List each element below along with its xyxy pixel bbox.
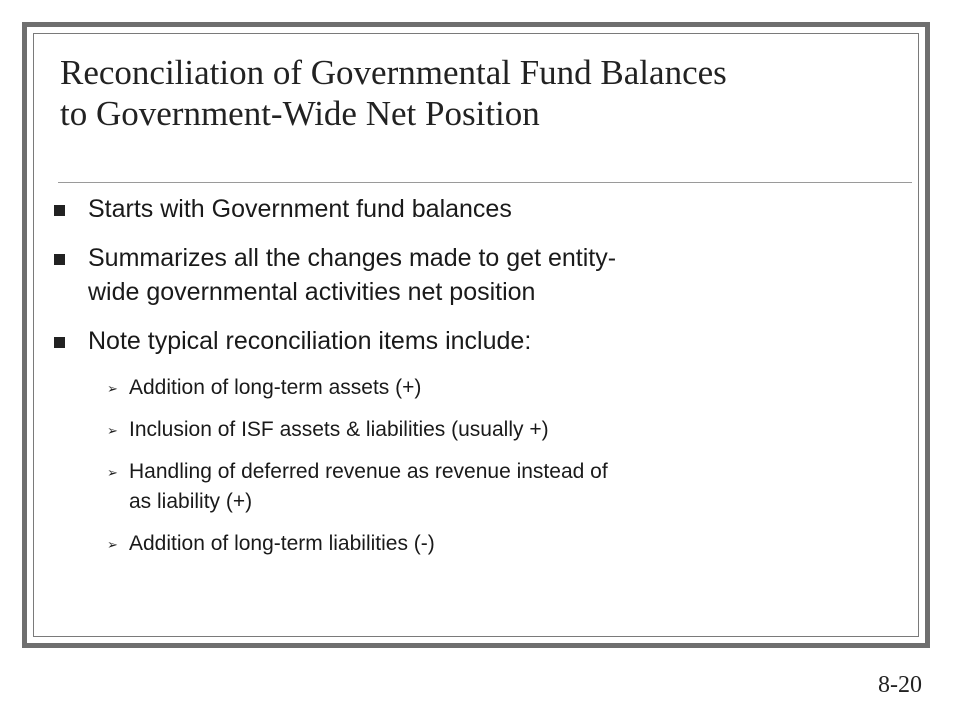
bullet-item [52, 324, 872, 358]
slide-title-line-1: Reconciliation of Governmental Fund Balances [60, 53, 727, 92]
bullet-text-line-1: Summarizes all the changes made to get entity- [88, 244, 617, 272]
page-number: 8-20 [878, 672, 922, 698]
sub-bullet-item [52, 529, 872, 559]
sub-bullet-item [52, 457, 872, 517]
arrowhead-bullet-icon: ➢ [107, 381, 118, 396]
arrowhead-bullet-icon: ➢ [107, 537, 118, 552]
sub-bullet-item [52, 373, 872, 403]
arrowhead-bullet-icon: ➢ [107, 465, 118, 480]
sub-bullet-text-line-2: as liability (+) [129, 490, 253, 513]
square-bullet-icon [54, 337, 65, 348]
square-bullet-icon [54, 254, 65, 265]
square-bullet-icon [54, 205, 65, 216]
bullet-list [52, 192, 872, 571]
slide-title-line-2: to Government-Wide Net Position [60, 94, 540, 133]
bullet-item [52, 192, 872, 226]
sub-bullet-item [52, 415, 872, 445]
title-divider [58, 182, 912, 183]
bullet-item [52, 241, 872, 309]
sub-bullet-text-line-1: Handling of deferred revenue as revenue instead of [129, 460, 608, 483]
sub-bullet-text: Addition of long-term liabilities (-) [129, 532, 435, 555]
bullet-text-line-2: wide governmental activities net position [88, 278, 536, 306]
sub-bullet-text: Inclusion of ISF assets & liabilities (usually +) [129, 418, 549, 441]
bullet-text: Note typical reconciliation items include: [88, 327, 532, 355]
sub-bullet-text: Addition of long-term assets (+) [129, 376, 422, 399]
arrowhead-bullet-icon: ➢ [107, 423, 118, 438]
slide-title [60, 52, 900, 134]
bullet-text: Starts with Government fund balances [88, 195, 512, 223]
